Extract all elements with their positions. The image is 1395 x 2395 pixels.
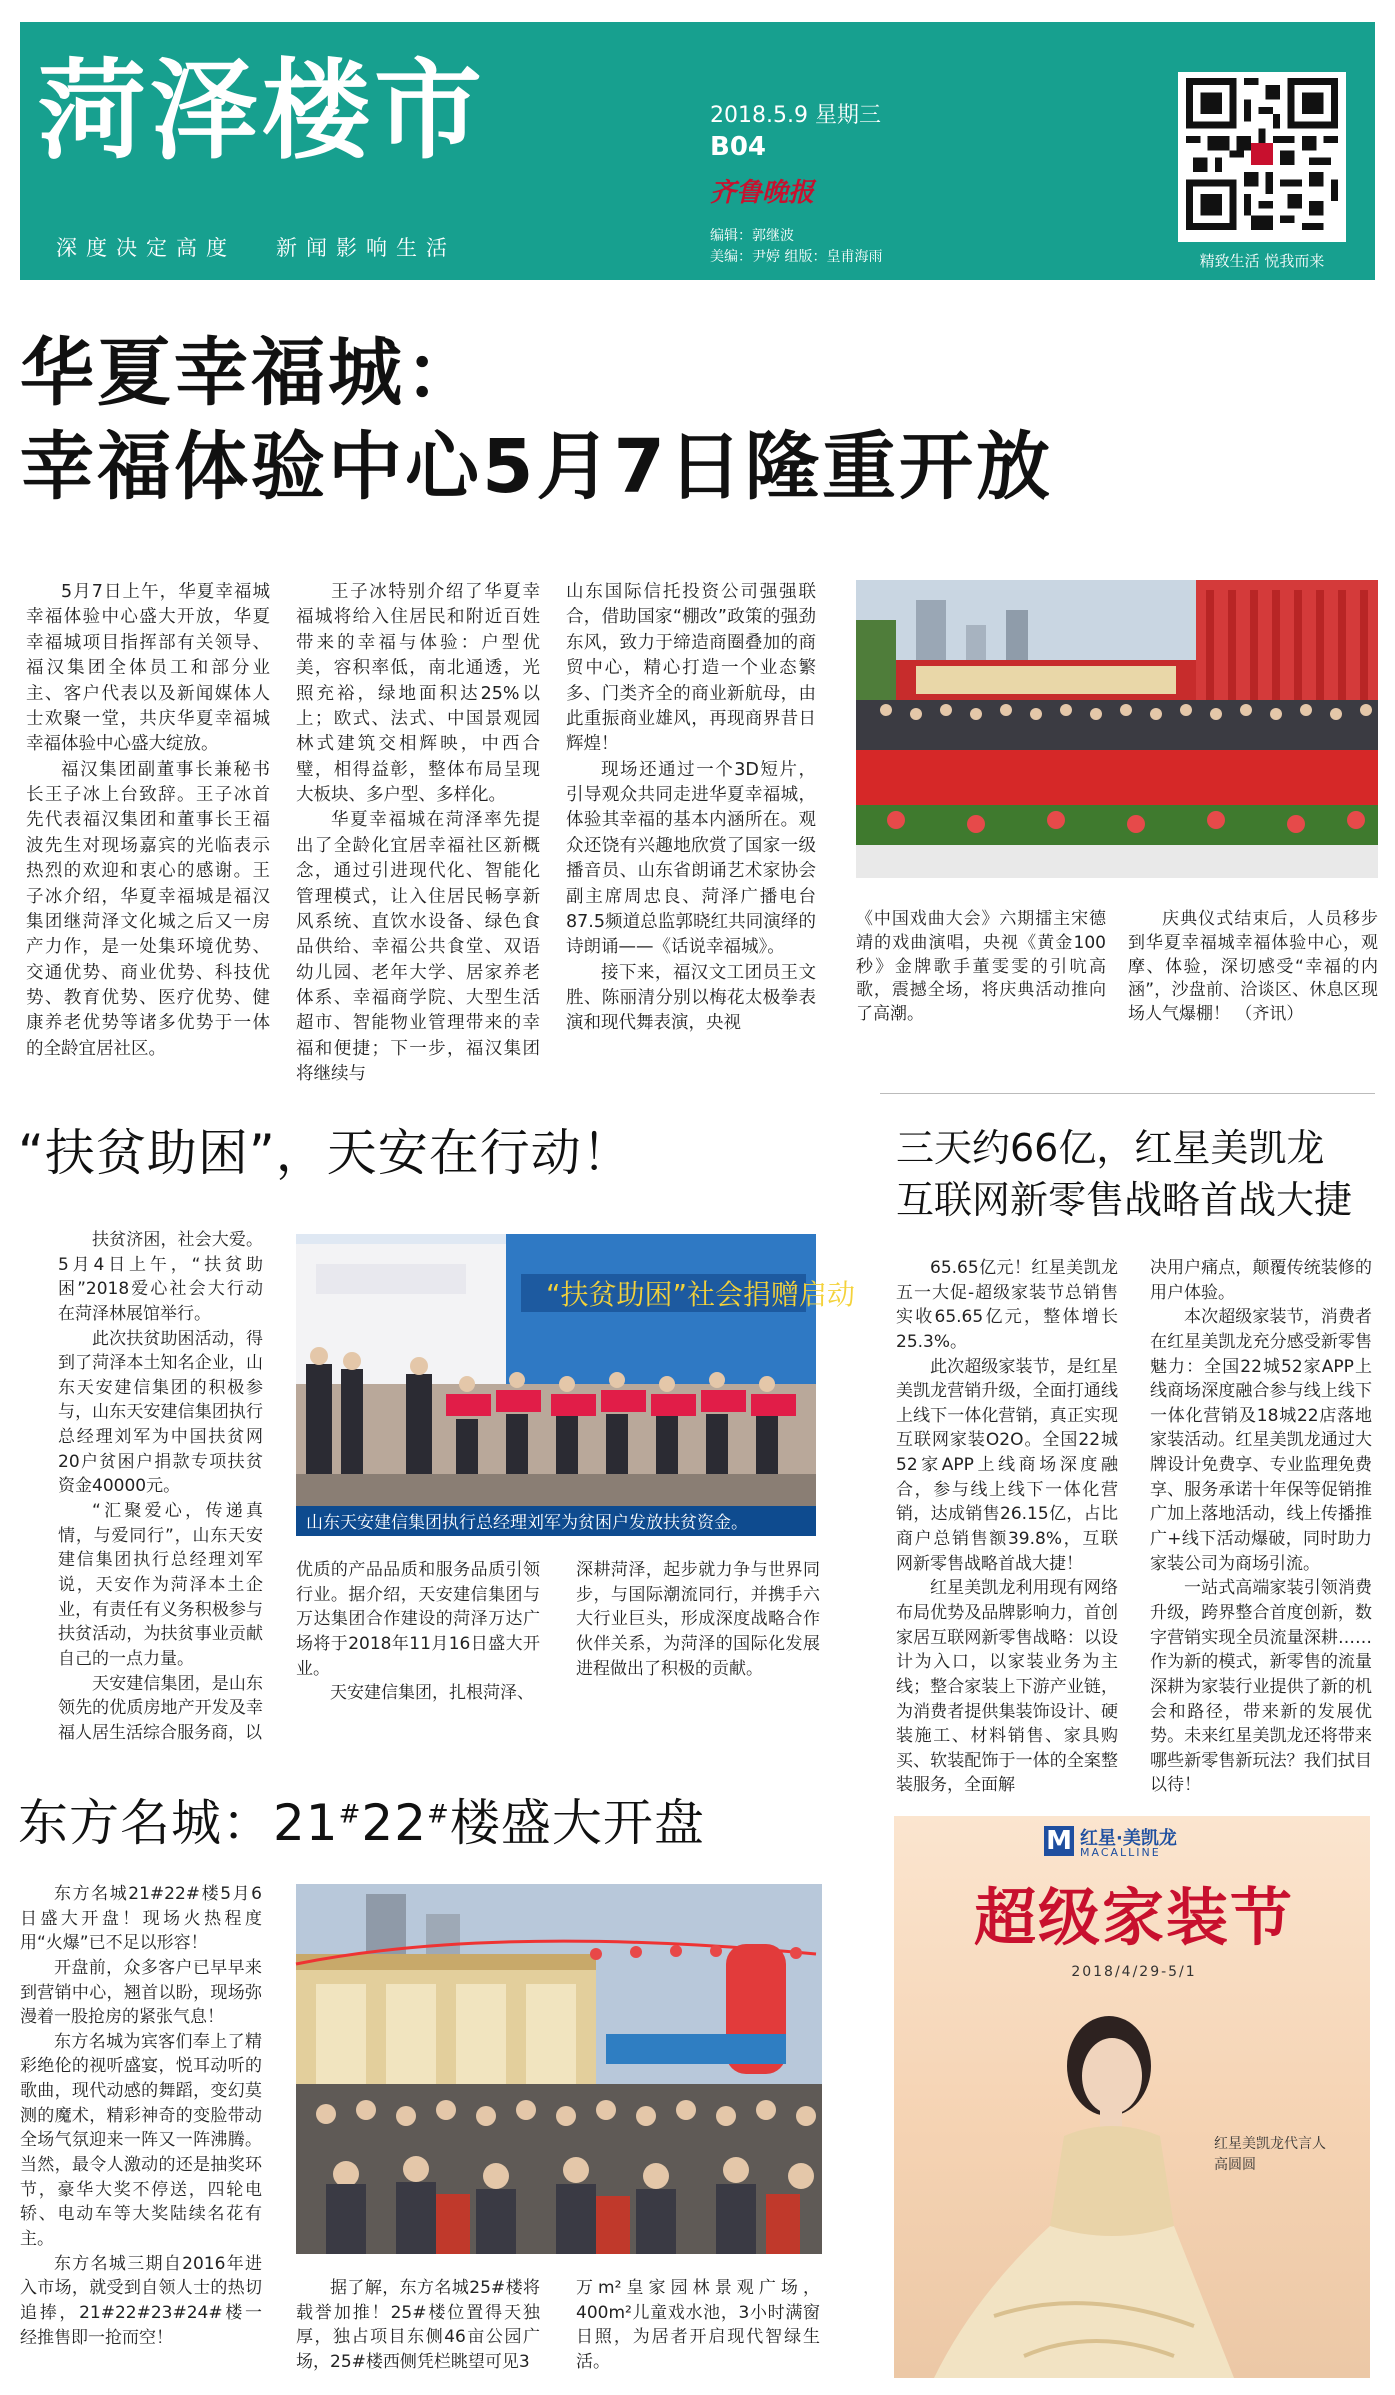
photo-caption-right: 庆典仪式结束后，人员移步到华夏幸福城幸福体验中心，观摩、体验，深切感受“幸福的内涵”，沙盘前、洽谈区、休息区现场人气爆棚！ （齐讯） (1128, 909, 1378, 1025)
paragraph: 一站式高端家装引领消费升级，跨界整合首度创新，数字营销实现全员流量深耕……作为新的模式，新零售的流量深耕为家装行业提供了新的机会和路径，带来新的发展优势。未来红星美凯龙还将带来哪些新零售新玩法？我们拭目以待！ (1150, 1578, 1372, 1796)
photo-caption-left: 《中国戏曲大会》六期擂主宋德靖的戏曲演唱，央视《黄金100秒》金牌歌手董雯雯的引吭高歌，震撼全场，将庆典活动推向了高潮。 (856, 909, 1106, 1025)
paragraph: 王子冰特别介绍了华夏幸福城将给入住居民和附近百姓带来的幸福与体验：户型优美，容积率低，南北通透，光照充裕，绿地面积达25%以上；欧式、法式、中国景观园林式建筑交相辉映，中西合璧，相得益彰，整体布局呈现大板块、多户型、多样化。 (296, 582, 540, 805)
paragraph: 决用户痛点，颠覆传统装修的用户体验。 (1150, 1258, 1372, 1303)
paragraph: 山东国际信托投资公司强强联合，借助国家“棚改”政策的强劲东风，致力于缔造商圈叠加的商贸中心，精心打造一个业态繁多、门类齐全的商业新航母，由此重振商业雄风，再现商界昔日辉煌！ (566, 582, 816, 755)
article1-col3 (566, 580, 816, 1037)
editor-credits (710, 226, 882, 268)
ad-title: 超级家装节 (973, 1881, 1294, 1954)
paragraph: 深耕菏泽，起步就力争与世界同步，与国际潮流同行，并携手六大行业巨头，形成深度战略合作伙伴关系，为菏泽的国际化发展进程做出了积极的贡献。 (576, 1560, 820, 1679)
masthead-slogan (56, 232, 496, 262)
slogan-right: 新闻影响生活 (276, 236, 456, 260)
qr-caption: 精致生活 悦我而来 (1199, 252, 1325, 270)
headline-sup: # (427, 1799, 450, 1830)
paragraph: 现场还通过一个3D短片，引导观众共同走进华夏幸福城，体验其幸福的基本内涵所在。观众还饶有兴趣地欣赏了国家一级播音员、山东省朗诵艺术家协会副主席周忠良、菏泽广播电台87.5频道总监郭晓红共同演绎的诗朗诵——《话说幸福城》。 (566, 759, 816, 958)
paragraph: 5月7日上午，华夏幸福城幸福体验中心盛大开放，华夏幸福城项目指挥部有关领导、福汉集团全体员工和部分业主、客户代表以及新闻媒体人士欢聚一堂，共庆华夏幸福城幸福体验中心盛大绽放。 (26, 582, 270, 755)
designer-name: 美编：尹婷 组版：皇甫海雨 (710, 249, 883, 265)
slogan-left: 深度决定高度 (56, 236, 236, 260)
article3-headline-line1: 三天约66亿，红星美凯龙 (896, 1126, 1325, 1170)
article4-col2 (296, 2276, 540, 2375)
paragraph: 优质的产品品质和服务品质引领行业。据介绍，天安建信集团与万达集团合作建设的菏泽万达广场将于2018年11月16日盛大开业。 (296, 1560, 540, 1679)
paragraph: “汇聚爱心，传递真情，与爱同行”，山东天安建信集团执行总经理刘军说，天安作为菏泽本土企业，有责任有义务积极参与扶贫活动，为扶贫事业贡献自己的一点力量。 (58, 1501, 263, 1669)
paragraph: 此次超级家装节，是红星美凯龙营销升级，全面打通线上线下一体化营销，真正实现互联网家装O2O。全国22城52家APP上线商场深度融合，参与线上线下一体化营销，达成销售26.15亿，占比商户总销售额39.8%，互联网新零售战略首战大捷！ (896, 1356, 1118, 1574)
donation-photo-caption: 山东天安建信集团执行总经理刘军为贫困户发放扶贫资金。 (306, 1513, 748, 1533)
article2-col2 (296, 1558, 540, 1706)
paragraph: 天安建信集团，扎根菏泽、 (330, 1683, 534, 1704)
publisher-brand: 齐鲁晚报 (710, 178, 815, 208)
headline-sup: # (338, 1799, 362, 1830)
article3-headline-line2: 互联网新零售战略首战大捷 (896, 1178, 1353, 1222)
headline-part: 楼盛大开盘 (449, 1794, 705, 1852)
qr-code-icon[interactable] (1186, 78, 1338, 230)
spokesperson-name: 高圆圆 (1214, 2157, 1256, 2173)
article2-headline: “扶贫助困”，天安在行动！ (18, 1124, 633, 1182)
paragraph: 据了解，东方名城25#楼将载誉加推！25#楼位置得天独厚，独占项目东侧46亩公园广场，25#楼西侧凭栏眺望可见3 (296, 2278, 540, 2372)
article4-col3 (576, 2276, 820, 2375)
article2-col1 (58, 1228, 263, 1745)
article4-headline (18, 1794, 705, 1852)
ad-brand-cn: 红星·美凯龙 (1080, 1828, 1177, 1849)
editor-name: 编辑：郭继波 (710, 228, 794, 244)
paragraph: 本次超级家装节，消费者在红星美凯龙充分感受新零售魅力：全国22城52家APP上线商场深度融合参与线上线下一体化营销及18城22店落地家装活动。红星美凯龙通过大牌设计免费享、专业监理免费享、服务承诺十年保等促销推广加上落地活动，线上传播推广+线下活动爆破，同时助力家装公司为商场引流。 (1150, 1307, 1372, 1574)
macalline-advertisement[interactable] (894, 1816, 1370, 2378)
article3-col2 (1150, 1256, 1372, 1798)
article1-col1 (26, 580, 270, 1062)
issue-date: 2018.5.9 星期三 (710, 103, 881, 128)
paragraph: 东方名城为宾客们奉上了精彩绝伦的视听盛宴，悦耳动听的歌曲，现代动感的舞蹈，变幻莫测的魔术，精彩神奇的变脸带动全场气氛迎来一阵又一阵沸腾。当然，最令人激动的还是抽奖环节，豪华大奖不停送，四轮电轿、电动车等大奖陆续名花有主。 (20, 2031, 262, 2249)
issue-meta (710, 102, 881, 164)
opening-photo (296, 1884, 822, 2254)
page-number: B04 (710, 131, 766, 162)
article2-col3 (576, 1558, 820, 1681)
paragraph: 万m²皇家园林景观广场，400m²儿童戏水池，3小时满窗日照，为居者开启现代智绿生活。 (576, 2278, 820, 2372)
ad-brand-en: MACALLINE (1080, 1846, 1161, 1859)
ad-spokesperson-text (1214, 2134, 1326, 2176)
headline-line1: 华夏幸福城： (20, 330, 482, 416)
paragraph: 红星美凯龙利用现有网络布局优势及品牌影响力，首创家居互联网新零售战略：以设计为入口，以家装业务为主线；整合家装上下游产业链，为消费者提供集装饰设计、硬装施工、材料销售、家具购买、软装配饰于一体的全案整装服务，全面解 (896, 1578, 1118, 1796)
macalline-logo-icon: M (1044, 1826, 1074, 1856)
paragraph: 65.65亿元！红星美凯龙五一大促-超级家装节总销售实收65.65亿元，整体增长25.3%。 (896, 1258, 1118, 1352)
paragraph: 福汉集团副董事长兼秘书长王子冰上台致辞。王子冰首先代表福汉集团和董事长王福波先生对现场嘉宾的光临表示热烈的欢迎和衷心的感谢。王子冰介绍，华夏幸福城是福汉集团继菏泽文化城之后又一房产力作，是一处集环境优势、交通优势、商业优势、科技优势、教育优势、医疗优势、健康养老优势等诸多优势于一体的全龄宜居社区。 (26, 759, 270, 1059)
paragraph: 天安建信集团，是山东领先的优质房地产开发及幸福人居生活综合服务商，以 (58, 1673, 263, 1743)
spokesperson-figure (934, 1996, 1234, 2378)
ad-date: 2018/4/29-5/1 (1071, 1964, 1197, 1980)
section-divider (880, 1093, 1375, 1094)
article4-col1 (20, 1882, 262, 2350)
headline-line2: 幸福体验中心5月7日隆重开放 (20, 424, 1053, 510)
article3-col1 (896, 1256, 1118, 1798)
paragraph: 开盘前，众多客户已早早来到营销中心，翘首以盼，现场弥漫着一股抢房的紧张气息！ (20, 1957, 262, 2028)
ceremony-photo (856, 580, 1378, 878)
paragraph: 东方名城21#22#楼5月6日盛大开盘！现场火热程度用“火爆”已不足以形容！ (20, 1884, 262, 1954)
paragraph: 接下来，福汉文工团员王文胜、陈丽清分别以梅花太极拳表演和现代舞表演，央视 (566, 962, 816, 1034)
headline-part: 东方名城：21 (18, 1794, 339, 1852)
spokesperson-title: 红星美凯龙代言人 (1214, 2136, 1326, 2152)
paragraph: 扶贫济困，社会大爱。5月4日上午，“扶贫助困”2018爱心社会大行动在菏泽林展馆举行。 (58, 1230, 263, 1324)
paragraph: 华夏幸福城在菏泽率先提出了全龄化宜居幸福社区新概念，通过引进现代化、智能化管理模式，让入住居民畅享新风系统、直饮水设备、绿色食品供给、幸福公共食堂、双语幼儿园、老年大学、居家养老体系、幸福商学院、大型生活超市、智能物业管理带来的幸福和便捷；下一步，福汉集团将继续与 (296, 810, 540, 1085)
article1-col2 (296, 580, 540, 1088)
paragraph: 此次扶贫助困活动，得到了菏泽本土知名企业，山东天安建信集团的积极参与，山东天安建信集团执行总经理刘军为中国扶贫网20户贫困户捐款专项扶贫资金40000元。 (58, 1328, 263, 1497)
donation-photo (296, 1234, 856, 1536)
newspaper-logo: 菏泽楼市 (38, 49, 487, 174)
svg-text:“扶贫助困”社会捐赠启动: “扶贫助困”社会捐赠启动 (546, 1278, 856, 1311)
paragraph: 东方名城三期自2016年进入市场，就受到自领人士的热切追捧，21#22#23#24#楼一经推售即一抢而空！ (20, 2253, 262, 2348)
headline-part: 22 (361, 1794, 428, 1852)
